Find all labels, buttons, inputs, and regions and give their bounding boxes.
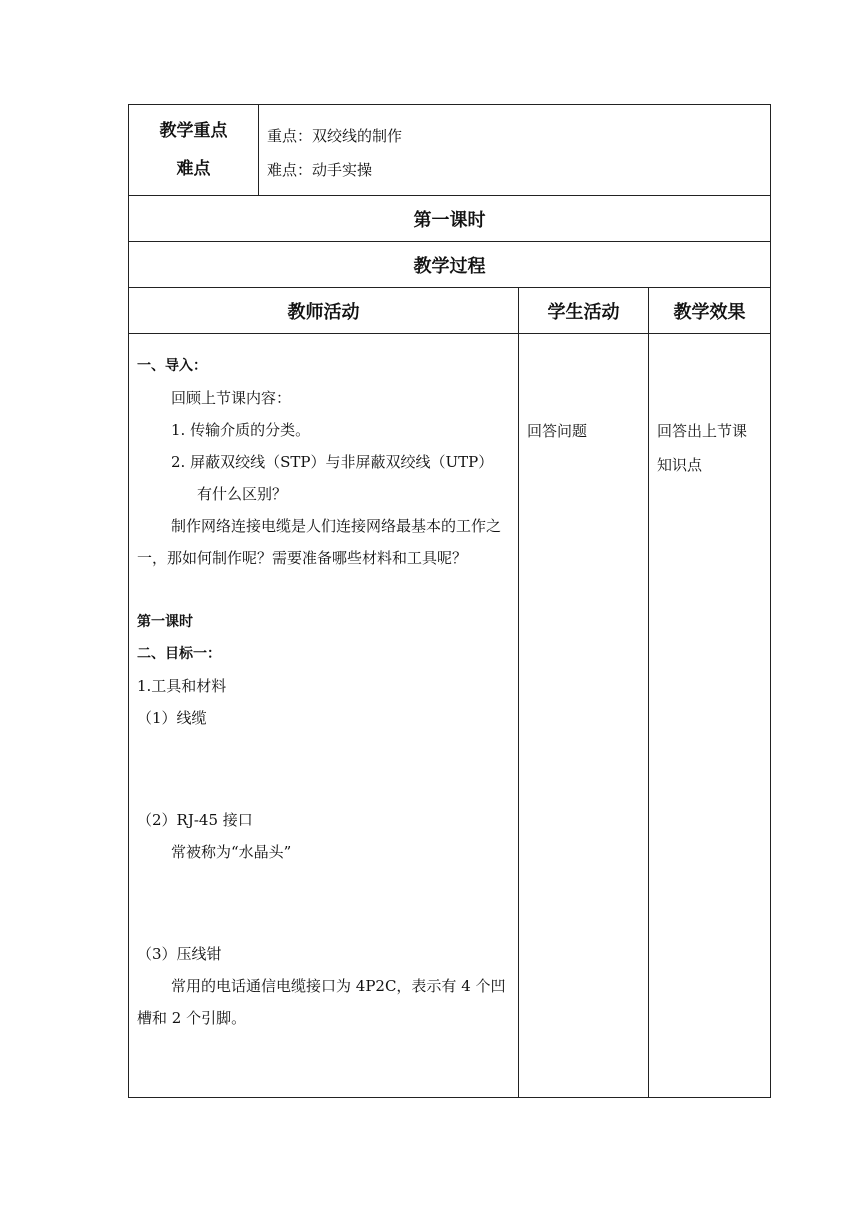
column-header-row <box>129 288 771 334</box>
intro-heading: 一、导入： <box>137 358 207 374</box>
teacher-activity-cell <box>129 334 519 1098</box>
teacher-activity-header: 教师活动 <box>129 288 519 334</box>
teaching-effect-cell <box>649 334 771 1098</box>
sub-item-cable: （1）线缆 <box>137 709 207 727</box>
key-points-label <box>129 105 259 196</box>
student-activity-header: 学生活动 <box>519 288 649 334</box>
focus-text: 重点：双绞线的制作 <box>267 127 403 145</box>
review-item-1: 1. 传输介质的分类。 <box>171 421 311 439</box>
key-points-label-line1: 教学重点 <box>159 121 228 141</box>
student-activity-text: 回答问题 <box>527 422 588 440</box>
review-text: 回顾上节课内容： <box>171 389 292 407</box>
review-item-2-cont: 有什么区别？ <box>197 485 288 503</box>
review-item-2: 2. 屏蔽双绞线（STP）与非屏蔽双绞线（UTP） <box>171 453 494 471</box>
content-row <box>129 334 771 1098</box>
intro-paragraph: 制作网络连接电缆是人们连接网络最基本的工作之一，那如何制作呢？需要准备哪些材料和工具呢？ <box>137 517 502 567</box>
student-activity-cell <box>519 334 649 1098</box>
sub-item-crimper: （3）压线钳 <box>137 945 222 963</box>
period-title: 第一课时 <box>129 196 771 242</box>
teaching-effect-header: 教学效果 <box>649 288 771 334</box>
key-points-row <box>129 105 771 196</box>
key-points-label-line2: 难点 <box>176 159 211 179</box>
period-row <box>129 196 771 242</box>
process-title: 教学过程 <box>129 242 771 288</box>
goal-heading: 二、目标一： <box>137 646 221 662</box>
crimper-description: 常用的电话通信电缆接口为 4P2C，表示有 4 个凹槽和 2 个引脚。 <box>137 977 506 1027</box>
effect-line-1: 回答出上节课 <box>657 422 748 440</box>
tools-heading: 1.工具和材料 <box>137 677 227 695</box>
effect-line-2: 知识点 <box>657 456 703 474</box>
lesson-plan-table <box>128 104 771 1098</box>
rj45-description: 常被称为“水晶头” <box>171 843 292 861</box>
sub-item-rj45: （2）RJ-45 接口 <box>137 811 253 829</box>
key-points-content <box>259 105 771 196</box>
period-subheading: 第一课时 <box>137 614 193 630</box>
difficulty-text: 难点：动手实操 <box>267 161 373 179</box>
process-row <box>129 242 771 288</box>
